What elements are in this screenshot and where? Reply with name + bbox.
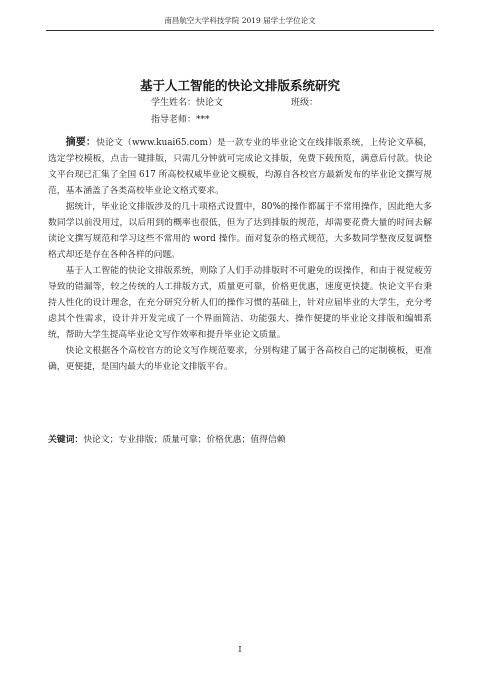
abstract-paragraph-4: 快论文根据各个高校官方的论文写作规范要求，分别构建了属于各高校自己的定制模板，更准确，更便捷，是国内最大的毕业论文排版平台。 [48, 346, 432, 372]
abstract-label: 摘要： [65, 137, 97, 148]
page-number: I [238, 645, 242, 654]
student-row [151, 97, 223, 109]
running-header: 南昌航空大学科技学院 2019 届学士学位论文 [164, 16, 316, 25]
page-title: 基于人工智能的快论文排版系统研究 [139, 78, 340, 93]
class-label: 班级： [291, 98, 319, 108]
advisor-name: *** [196, 115, 210, 125]
abstract-paragraph-1 [48, 135, 432, 199]
keywords-row [48, 433, 432, 447]
abstract-paragraph-3: 基于人工智能的快论文排版系统，则除了人们手动排版时不可避免的误操作，和由于视觉疲劳导致的错漏等，较之传统的人工排版方式，质量更可靠，价格更优惠，速度更快捷。快论文平台秉持人性化的设计理念，在充分研究分析人们的操作习惯的基础上，针对应届毕业的大学生，充分考虑其个性需求，设计并开发完成了一个界面简洁、功能强大、操作便捷的毕业论文排版和编辑系统，帮助大学生提高毕业论文写作效率和提升毕业论文质量。 [48, 266, 432, 340]
advisor-label: 指导老师： [151, 115, 197, 125]
class-row [291, 97, 318, 109]
header-rule [46, 30, 434, 31]
advisor-row [151, 114, 210, 126]
abstract-paragraph-2: 据统计，毕业论文排版涉及的几十项格式设置中，80%的操作都属于不常用操作，因此绝大多数同学以前没用过，以后用到的概率也很低，但为了达到排版的规范，却需要花费大量的时间去解读论文撰写规范和学习这些不常用的 word 操作。面对复杂的格式规范，大多数同学整夜反复调整格式却还是存在各种各样的问题。 [48, 202, 432, 260]
abstract-p1-text: 快论文（www.kuai65.com）是一款专业的毕业论文在线排版系统，上传论文草稿，选定学校模板，点击一键排版，只需几分钟就可完成论文排版，免费下载预览，满意后付款。快论文平台现已汇集了全国 617 所高校权威毕业论文模板，均源自各校官方最新发布的毕业论文撰写规范，基本涵盖了各类高校毕业论文格式要求。 [48, 138, 433, 196]
keywords-text: 快论文；专业排版；质量可靠；价格优惠；值得信赖 [83, 435, 286, 445]
abstract-body [48, 135, 432, 375]
student-label: 学生姓名： [151, 98, 197, 108]
student-name: 快论文 [196, 98, 224, 108]
keywords-label: 关键词： [48, 435, 84, 445]
